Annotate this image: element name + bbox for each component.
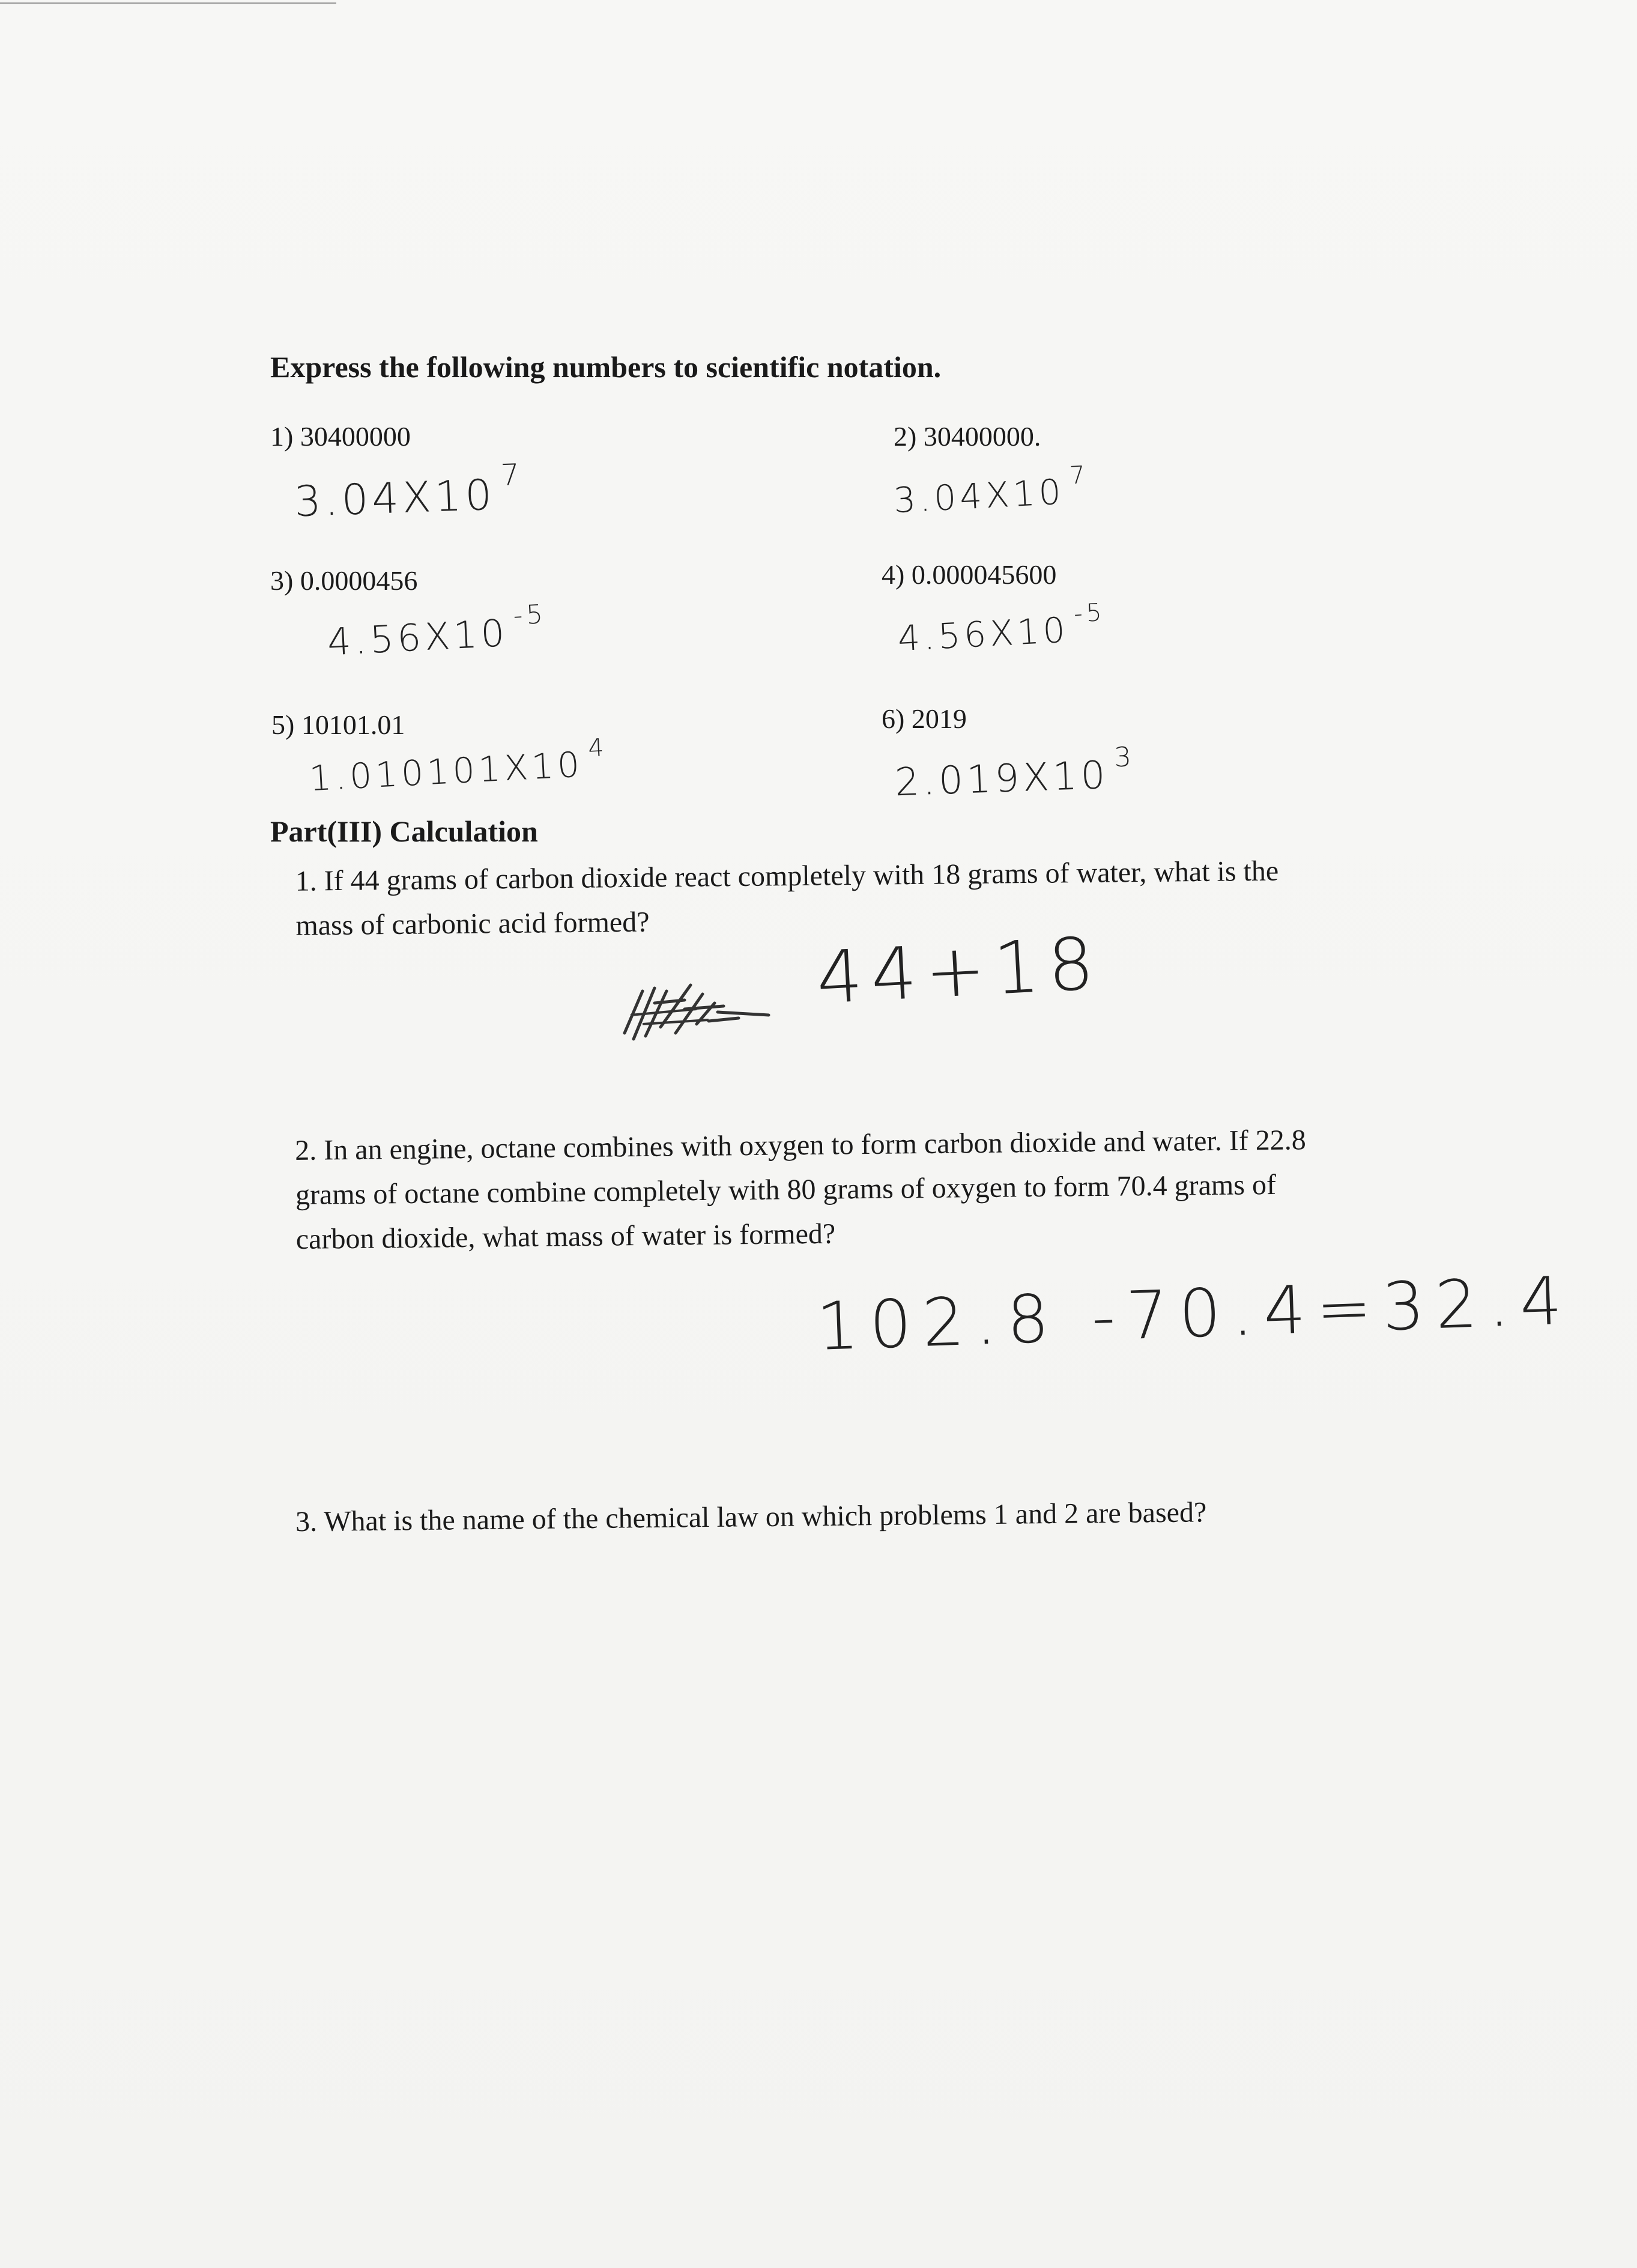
problem-4-label: 4) 0.000045600 [882, 559, 1057, 590]
part3-question-2: 2. In an engine, octane combines with oxygen to form carbon dioxide and water. If 22.8 grams of octane combine completely with 80 grams of oxygen to form 70.4 grams of carbon dioxide, what mass of water is formed? [294, 1124, 1306, 1256]
problem-6-label: 6) 2019 [882, 703, 967, 734]
problem-2-answer: 3.04X10 $^7$ [892, 459, 1090, 521]
problem-1-label: 1) 30400000 [270, 421, 411, 452]
part3-title: Part(III) Calculation [270, 814, 538, 848]
problem-1-answer: 3.04X10 $^7$ [293, 458, 524, 527]
problem-2-label: 2) 30400000. [894, 421, 1041, 452]
problem-6-answer: 2.019X10 $^3$ [894, 740, 1136, 805]
part3-question-2-answer: 102.8 -70.4=32.4 [815, 1262, 1575, 1365]
problem-5-label: 5) 10101.01 [271, 709, 405, 740]
section-title: Express the following numbers to scientific notation. [270, 350, 942, 384]
part3-question-1-answer: 44+18 [814, 922, 1104, 1020]
scan-edge-line [0, 2, 336, 4]
part3-question-3: 3. What is the name of the chemical law on which problems 1 and 2 are based? [295, 1496, 1207, 1538]
problem-3-label: 3) 0.0000456 [270, 565, 418, 596]
problem-4-answer: 4.56X10 $^{-5}$ [897, 597, 1106, 659]
crossed-out-scribble [619, 967, 781, 1051]
problem-3-answer: 4.56X10 $^{-5}$ [326, 599, 548, 664]
part3-question-1: 1. If 44 grams of carbon dioxide react completely with 18 grams of water, what is the mass of carbonic acid formed? [295, 855, 1279, 942]
problem-5-answer: 1.010101X10 $^4$ [308, 732, 608, 799]
